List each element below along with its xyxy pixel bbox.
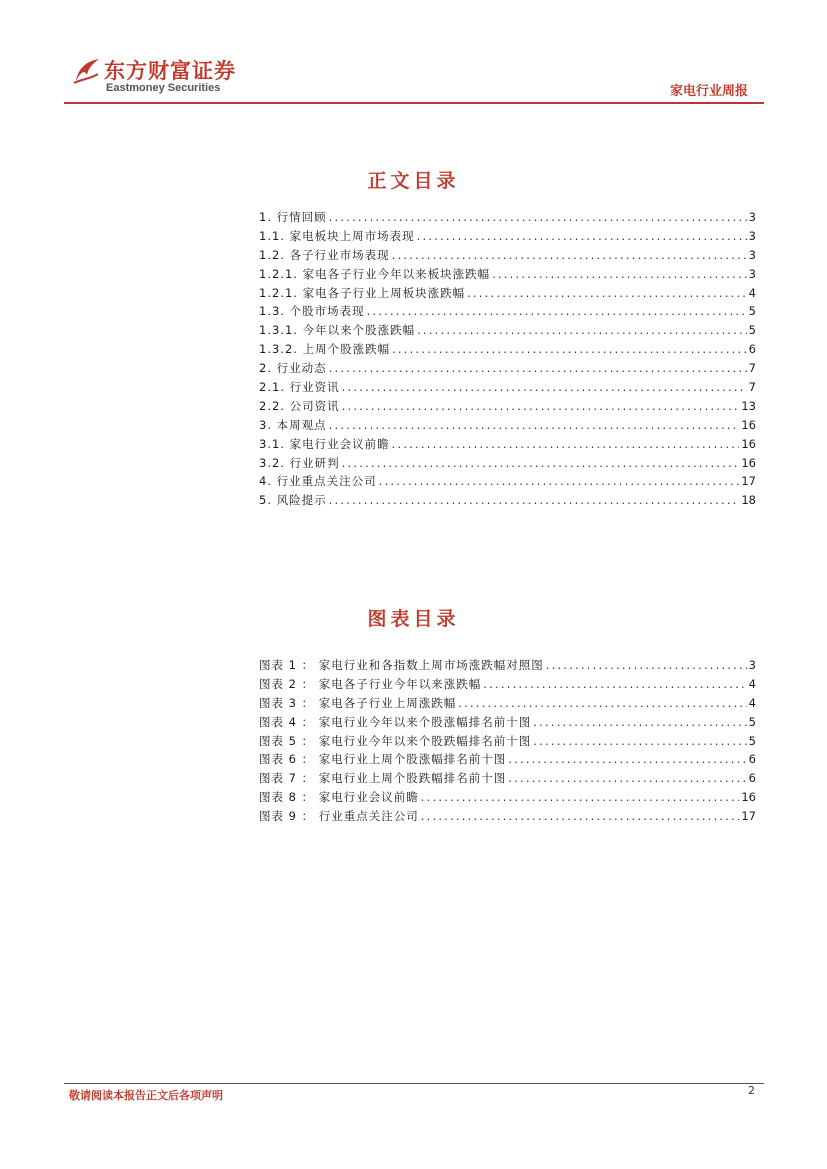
toc-entry[interactable]: [259, 491, 756, 510]
figure-entry[interactable]: [259, 694, 756, 713]
figure-entry-label: 图表 4 ： 家电行业今年以来个股涨幅排名前十图: [259, 714, 532, 729]
toc-entry-page-number: 13: [741, 398, 756, 413]
figure-entry[interactable]: [259, 788, 756, 807]
toc-entry-page-number: 3: [748, 228, 756, 243]
dot-leader: [533, 732, 746, 751]
toc-entry[interactable]: [259, 416, 756, 435]
figure-entry-page-number: 5: [748, 733, 756, 748]
main-toc-list: [259, 208, 756, 510]
figure-entry-label: 图表 8 ： 家电行业会议前瞻: [259, 790, 419, 805]
figure-entry-label: 图表 7 ： 家电行业上周个股跌幅排名前十图: [259, 771, 507, 786]
toc-entry-page-number: 7: [748, 361, 756, 376]
figure-entry-page-number: 3: [748, 658, 756, 672]
toc-entry[interactable]: [259, 284, 756, 303]
figure-entry-page-number: 17: [741, 809, 756, 824]
figure-entry-label: 图表 5 ： 家电行业今年以来个股跌幅排名前十图: [259, 733, 532, 748]
figure-entry-page-number: 4: [748, 676, 756, 691]
figure-entry[interactable]: [259, 769, 756, 788]
logo-chinese-name: 东方财富证券: [104, 59, 236, 83]
toc-entry[interactable]: [259, 397, 756, 416]
toc-entry-page-number: 5: [748, 323, 756, 338]
dot-leader: [421, 807, 740, 826]
figure-entry-page-number: 6: [748, 752, 756, 767]
dot-leader: [392, 340, 747, 359]
footer-disclaimer: 敬请阅读本报告正文后各项声明: [69, 1089, 223, 1102]
dot-leader: [392, 435, 740, 454]
figure-entry-page-number: 5: [748, 714, 756, 729]
dot-leader: [417, 227, 747, 246]
dot-leader: [458, 694, 746, 713]
toc-entry[interactable]: [259, 265, 756, 284]
toc-entry-page-number: 3: [748, 210, 756, 224]
eastmoney-logo: [72, 55, 272, 100]
figure-toc-title: 图表目录: [367, 608, 460, 630]
dot-leader: [483, 675, 746, 694]
toc-entry-page-number: 16: [741, 417, 756, 432]
figure-entry[interactable]: [259, 732, 756, 751]
dot-leader: [533, 713, 746, 732]
logo-english-name: Eastmoney Securities: [106, 82, 221, 94]
toc-entry-label: 1.3. 个股市场表现: [259, 304, 365, 319]
dot-leader: [392, 246, 747, 265]
figure-entry[interactable]: [259, 656, 756, 675]
eastmoney-logo-icon: [72, 57, 102, 85]
toc-entry-label: 2. 行业动态: [259, 361, 327, 376]
dot-leader: [546, 656, 747, 675]
figure-entry[interactable]: [259, 713, 756, 732]
toc-entry[interactable]: [259, 454, 756, 473]
figure-entry-page-number: 16: [741, 790, 756, 805]
toc-entry-label: 1.2.1. 家电各子行业今年以来板块涨跌幅: [259, 266, 491, 281]
figure-toc-list: [259, 656, 756, 826]
figure-entry-label: 图表 3 ： 家电各子行业上周涨跌幅: [259, 695, 457, 710]
toc-entry-label: 1.1. 家电板块上周市场表现: [259, 228, 415, 243]
toc-entry-page-number: 16: [741, 455, 756, 470]
toc-entry[interactable]: [259, 378, 756, 397]
figure-entry-page-number: 4: [748, 695, 756, 710]
toc-entry[interactable]: [259, 227, 756, 246]
dot-leader: [329, 416, 740, 435]
toc-entry[interactable]: [259, 359, 756, 378]
page-header: [0, 0, 827, 110]
toc-entry[interactable]: [259, 208, 756, 227]
footer-divider: [64, 1083, 764, 1084]
toc-entry-page-number: 6: [748, 342, 756, 357]
figure-entry[interactable]: [259, 750, 756, 769]
toc-entry-label: 2.1. 行业资讯: [259, 380, 340, 395]
footer-page-number: 2: [748, 1084, 755, 1097]
figure-entry-label: 图表 2 ： 家电各子行业今年以来涨跌幅: [259, 676, 482, 691]
figure-entry-label: 图表 1 ： 家电行业和各指数上周市场涨跌幅对照图: [259, 658, 544, 672]
dot-leader: [379, 472, 740, 491]
dot-leader: [329, 208, 747, 227]
dot-leader: [329, 491, 740, 510]
toc-entry-label: 3. 本周观点: [259, 417, 327, 432]
toc-entry-label: 5. 风险提示: [259, 493, 327, 508]
toc-entry-label: 1.3.1. 今年以来个股涨跌幅: [259, 323, 416, 338]
toc-entry-page-number: 16: [741, 436, 756, 451]
figure-entry[interactable]: [259, 675, 756, 694]
dot-leader: [417, 321, 747, 340]
dot-leader: [367, 302, 747, 321]
toc-entry[interactable]: [259, 435, 756, 454]
dot-leader: [508, 769, 746, 788]
dot-leader: [329, 359, 747, 378]
toc-entry-label: 1. 行情回顾: [259, 210, 327, 224]
toc-entry[interactable]: [259, 472, 756, 491]
toc-entry-label: 3.2. 行业研判: [259, 455, 340, 470]
toc-entry-page-number: 17: [741, 474, 756, 489]
toc-entry[interactable]: [259, 246, 756, 265]
toc-entry[interactable]: [259, 340, 756, 359]
toc-entry-page-number: 4: [748, 285, 756, 300]
figure-entry-label: 图表 6 ： 家电行业上周个股涨幅排名前十图: [259, 752, 507, 767]
dot-leader: [492, 265, 747, 284]
toc-entry[interactable]: [259, 321, 756, 340]
dot-leader: [342, 378, 747, 397]
figure-entry-label: 图表 9 ： 行业重点关注公司: [259, 809, 419, 824]
toc-entry-label: 3.1. 家电行业会议前瞻: [259, 436, 390, 451]
toc-entry-label: 4. 行业重点关注公司: [259, 474, 377, 489]
toc-entry-label: 1.2. 各子行业市场表现: [259, 247, 390, 262]
header-divider: [64, 102, 764, 104]
dot-leader: [342, 397, 740, 416]
toc-entry-label: 1.3.2. 上周个股涨跌幅: [259, 342, 391, 357]
toc-entry-page-number: 7: [748, 380, 756, 395]
dot-leader: [421, 788, 740, 807]
figure-entry[interactable]: [259, 807, 756, 826]
toc-entry-page-number: 18: [741, 493, 756, 508]
dot-leader: [467, 284, 747, 303]
toc-entry-label: 1.2.1. 家电各子行业上周板块涨跌幅: [259, 285, 466, 300]
main-toc-title: 正文目录: [367, 170, 460, 192]
toc-entry-page-number: 3: [748, 247, 756, 262]
figure-entry-page-number: 6: [748, 771, 756, 786]
toc-entry-page-number: 3: [748, 266, 756, 281]
toc-entry-page-number: 5: [748, 304, 756, 319]
toc-entry-label: 2.2. 公司资讯: [259, 398, 340, 413]
report-type-label: 家电行业周报: [669, 84, 748, 99]
dot-leader: [508, 750, 746, 769]
dot-leader: [342, 454, 740, 473]
toc-entry[interactable]: [259, 302, 756, 321]
